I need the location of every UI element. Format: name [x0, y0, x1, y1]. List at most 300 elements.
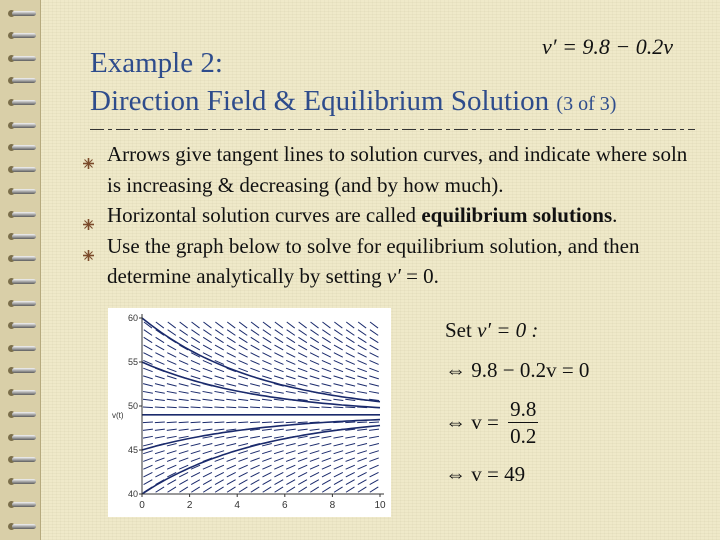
- field-segment: [167, 345, 176, 350]
- field-segment: [144, 480, 153, 485]
- field-segment: [298, 384, 308, 386]
- field-segment: [250, 465, 259, 469]
- binding-ring: [8, 209, 34, 221]
- field-segment: [321, 399, 331, 400]
- field-segment: [357, 422, 367, 423]
- field-segment: [334, 322, 342, 328]
- field-segment: [226, 399, 236, 400]
- field-segment: [143, 422, 153, 423]
- field-segment: [155, 399, 165, 400]
- bullet-text: .: [612, 203, 618, 227]
- field-segment: [322, 376, 332, 379]
- field-segment: [179, 353, 188, 357]
- binding-ring: [8, 320, 34, 332]
- bullet-text: Use the graph below to solve for equilibrium solution, and then determine analytically by setting: [107, 233, 640, 288]
- field-segment: [321, 429, 331, 430]
- corner-equation-text: v′ = 9.8 − 0.2v: [542, 34, 674, 59]
- field-segment: [298, 465, 307, 469]
- field-segment: [226, 384, 236, 386]
- field-segment: [274, 458, 283, 462]
- field-segment: [346, 337, 354, 342]
- field-segment: [215, 330, 223, 336]
- field-segment: [215, 451, 225, 454]
- field-segment: [167, 399, 177, 400]
- field-segment: [155, 429, 165, 430]
- bullet-list: [82, 139, 702, 292]
- math-step-2: [445, 396, 538, 449]
- bullet-item: [82, 200, 702, 231]
- binding-ring: [8, 120, 34, 132]
- binding-ring: [8, 75, 34, 87]
- field-segment: [239, 345, 248, 350]
- field-segment: [274, 407, 284, 408]
- field-segment: [322, 465, 331, 469]
- field-segment: [168, 322, 176, 328]
- field-segment: [191, 384, 201, 386]
- field-segment: [155, 465, 164, 469]
- field-segment: [238, 458, 247, 462]
- field-segment: [191, 399, 201, 400]
- field-segment: [179, 444, 189, 446]
- field-segment: [333, 436, 343, 438]
- field-segment: [239, 322, 247, 328]
- field-segment: [370, 472, 379, 476]
- field-segment: [155, 436, 165, 438]
- field-segment: [321, 407, 331, 408]
- field-segment: [287, 330, 295, 336]
- field-segment: [262, 465, 271, 469]
- field-segment: [215, 465, 224, 469]
- field-segment: [238, 436, 248, 438]
- title-divider: [90, 129, 695, 130]
- field-segment: [358, 360, 367, 364]
- field-segment: [370, 345, 379, 350]
- field-segment: [262, 360, 271, 364]
- field-segment: [238, 399, 248, 400]
- field-segment: [333, 407, 343, 408]
- field-segment: [227, 472, 236, 476]
- binding-ring: [8, 253, 34, 265]
- field-segment: [262, 422, 272, 423]
- binding-ring: [8, 476, 34, 488]
- set-label: Set: [445, 318, 472, 342]
- field-segment: [191, 487, 199, 492]
- field-segment: [143, 353, 152, 357]
- field-segment: [322, 360, 331, 364]
- field-segment: [286, 360, 295, 364]
- field-segment: [263, 487, 271, 492]
- field-segment: [167, 480, 176, 485]
- field-segment: [298, 458, 307, 462]
- math-step-set: [445, 318, 538, 343]
- field-segment: [345, 384, 355, 386]
- field-segment: [310, 429, 320, 430]
- field-segment: [262, 391, 272, 393]
- field-segment: [143, 444, 153, 446]
- field-segment: [369, 384, 379, 386]
- field-segment: [286, 465, 295, 469]
- field-segment: [167, 451, 177, 454]
- field-segment: [299, 322, 307, 328]
- field-segment: [155, 360, 164, 364]
- field-segment: [322, 458, 331, 462]
- field-segment: [310, 487, 318, 492]
- field-segment: [214, 436, 224, 438]
- field-segment: [215, 322, 223, 328]
- field-segment: [215, 444, 225, 446]
- field-segment: [286, 422, 296, 423]
- field-segment: [203, 391, 213, 393]
- field-segment: [334, 384, 344, 386]
- fraction-numerator: 9.8: [510, 397, 537, 421]
- field-segment: [369, 429, 379, 430]
- field-segment: [274, 480, 283, 485]
- field-segment: [179, 472, 188, 476]
- field-segment: [274, 465, 283, 469]
- field-segment: [310, 384, 320, 386]
- bullet-text: = 0.: [400, 264, 439, 288]
- field-segment: [214, 391, 224, 393]
- field-segment: [179, 360, 188, 364]
- field-segment: [286, 376, 296, 379]
- binding-ring: [8, 276, 34, 288]
- field-segment: [275, 330, 283, 336]
- field-segment: [310, 465, 319, 469]
- bullet-text: Arrows give tangent lines to solution curves, and indicate where soln is increasing & decreasing (and by how much).: [107, 142, 688, 197]
- field-segment: [167, 353, 176, 357]
- field-segment: [263, 322, 271, 328]
- field-segment: [191, 480, 200, 485]
- field-segment: [262, 384, 272, 386]
- field-segment: [322, 480, 331, 485]
- field-segment: [167, 465, 176, 469]
- field-segment: [298, 407, 308, 408]
- field-segment: [346, 472, 355, 476]
- field-segment: [203, 376, 213, 379]
- corner-equation: [542, 34, 673, 60]
- field-segment: [143, 376, 153, 379]
- field-segment: [250, 360, 259, 364]
- field-segment: [334, 472, 343, 476]
- field-segment: [167, 429, 177, 430]
- field-segment: [239, 465, 248, 469]
- field-segment: [251, 472, 260, 476]
- bullet-icon: [82, 240, 95, 253]
- bullet-item: [82, 231, 702, 292]
- field-segment: [370, 337, 378, 342]
- field-segment: [179, 391, 189, 393]
- field-segment: [239, 330, 247, 336]
- field-segment: [298, 429, 308, 430]
- field-segment: [250, 458, 259, 462]
- field-segment: [191, 337, 199, 342]
- field-segment: [286, 472, 295, 476]
- field-segment: [215, 368, 224, 372]
- field-segment: [226, 436, 236, 438]
- field-segment: [310, 368, 319, 372]
- field-segment: [155, 422, 165, 423]
- field-segment: [310, 376, 320, 379]
- field-segment: [370, 487, 378, 492]
- binding-ring: [8, 186, 34, 198]
- x-tick-label: 8: [329, 500, 336, 511]
- field-segment: [143, 384, 153, 386]
- bullet-text: v′: [386, 264, 401, 288]
- field-segment: [238, 368, 247, 372]
- field-segment: [144, 345, 153, 350]
- field-segment: [274, 422, 284, 423]
- set-expression: v′ = 0 :: [477, 318, 539, 342]
- field-segment: [251, 322, 259, 328]
- field-segment: [227, 345, 236, 350]
- field-segment: [286, 480, 295, 485]
- field-segment: [227, 458, 236, 462]
- field-segment: [215, 458, 224, 462]
- field-segment: [287, 487, 295, 492]
- field-segment: [310, 330, 318, 336]
- field-segment: [226, 422, 236, 423]
- field-segment: [215, 480, 224, 485]
- field-segment: [167, 458, 176, 462]
- field-segment: [214, 429, 224, 430]
- binding-ring: [8, 521, 34, 533]
- field-segment: [369, 451, 379, 454]
- field-segment: [262, 429, 272, 430]
- field-segment: [251, 480, 260, 485]
- field-segment: [215, 487, 223, 492]
- field-segment: [298, 368, 307, 372]
- field-segment: [167, 384, 177, 386]
- field-segment: [168, 487, 176, 492]
- y-tick-label: 55: [127, 357, 138, 367]
- field-segment: [298, 480, 307, 485]
- field-segment: [239, 353, 248, 357]
- field-segment: [167, 422, 177, 423]
- direction-field-graph: [108, 308, 391, 517]
- field-segment: [155, 391, 165, 393]
- field-segment: [369, 360, 378, 364]
- field-segment: [275, 337, 283, 342]
- field-segment: [179, 429, 189, 430]
- field-segment: [180, 322, 188, 328]
- field-segment: [250, 451, 260, 454]
- field-segment: [143, 472, 152, 476]
- field-segment: [238, 422, 248, 423]
- field-segment: [334, 487, 342, 492]
- field-segment: [310, 436, 320, 438]
- field-segment: [203, 337, 211, 342]
- binding-ring: [8, 142, 34, 154]
- field-segment: [345, 451, 355, 454]
- field-segment: [298, 451, 308, 454]
- field-segment: [322, 337, 330, 342]
- field-segment: [298, 422, 308, 423]
- field-segment: [274, 429, 284, 430]
- field-segment: [346, 368, 355, 372]
- field-segment: [191, 345, 200, 350]
- bullet-text: equilibrium solutions: [421, 203, 613, 227]
- field-segment: [286, 407, 296, 408]
- field-segment: [179, 399, 189, 400]
- field-segment: [167, 436, 177, 438]
- field-segment: [143, 436, 153, 438]
- field-segment: [334, 353, 343, 357]
- binding-ring: [8, 343, 34, 355]
- solution-curve: [142, 362, 380, 408]
- field-segment: [168, 330, 176, 336]
- field-segment: [214, 422, 224, 423]
- field-segment: [179, 480, 188, 485]
- field-segment: [274, 360, 283, 364]
- field-segment: [155, 472, 164, 476]
- notebook-spine: [0, 0, 41, 540]
- fraction-denominator: 0.2: [510, 424, 537, 448]
- field-segment: [179, 407, 189, 408]
- field-segment: [262, 472, 271, 476]
- binding-ring: [8, 409, 34, 421]
- field-segment: [345, 376, 355, 379]
- field-segment: [262, 376, 272, 379]
- field-segment: [179, 458, 188, 462]
- x-tick-label: 2: [186, 500, 193, 511]
- field-segment: [191, 376, 201, 379]
- field-segment: [238, 444, 248, 446]
- field-segment: [203, 472, 212, 476]
- field-segment: [202, 422, 212, 423]
- field-segment: [215, 472, 224, 476]
- field-segment: [334, 360, 343, 364]
- field-segment: [191, 360, 200, 364]
- field-segment: [262, 368, 271, 372]
- field-segment: [322, 487, 330, 492]
- field-segment: [239, 337, 247, 342]
- field-segment: [203, 487, 211, 492]
- field-segment: [345, 407, 355, 408]
- field-segment: [286, 368, 295, 372]
- field-segment: [322, 444, 332, 446]
- field-segment: [346, 465, 355, 469]
- field-segment: [346, 458, 355, 462]
- field-segment: [214, 407, 224, 408]
- y-tick-label: 40: [127, 489, 138, 499]
- field-segment: [298, 376, 308, 379]
- field-segment: [238, 384, 248, 386]
- field-segment: [322, 368, 331, 372]
- field-segment: [250, 399, 260, 400]
- field-segment: [227, 360, 236, 364]
- field-segment: [334, 465, 343, 469]
- field-segment: [155, 458, 164, 462]
- field-segment: [298, 353, 307, 357]
- solution-curve: [142, 426, 380, 495]
- binding-ring: [8, 53, 34, 65]
- field-segment: [369, 444, 379, 446]
- field-segment: [369, 422, 379, 423]
- field-segment: [274, 399, 284, 400]
- field-segment: [203, 330, 211, 336]
- binding-ring: [8, 8, 34, 20]
- field-segment: [286, 429, 296, 430]
- field-segment: [346, 353, 355, 357]
- field-segment: [203, 353, 212, 357]
- field-segment: [250, 384, 260, 386]
- y-tick-label: 45: [127, 445, 138, 455]
- field-segment: [369, 376, 379, 379]
- field-segment: [369, 368, 378, 372]
- step-1-text: ⇔ 9.8 − 0.2v = 0: [445, 358, 590, 382]
- field-segment: [310, 399, 320, 400]
- field-segment: [298, 360, 307, 364]
- field-segment: [358, 353, 367, 357]
- field-segment: [251, 487, 259, 492]
- field-segment: [298, 487, 306, 492]
- binding-ring: [8, 387, 34, 399]
- field-segment: [322, 472, 331, 476]
- field-segment: [345, 399, 355, 400]
- field-segment: [369, 436, 379, 438]
- binding-ring: [8, 499, 34, 511]
- field-segment: [202, 407, 212, 408]
- field-segment: [286, 353, 295, 357]
- field-segment: [274, 444, 284, 446]
- title-part: (3 of 3): [556, 93, 617, 115]
- field-segment: [239, 472, 248, 476]
- field-segment: [180, 330, 188, 336]
- title-main: Direction Field & Equilibrium Solution: [90, 85, 550, 117]
- field-segment: [370, 480, 379, 485]
- field-segment: [274, 436, 284, 438]
- field-segment: [310, 345, 319, 350]
- field-segment: [167, 407, 177, 408]
- field-segment: [156, 322, 164, 328]
- field-segment: [167, 360, 176, 364]
- field-segment: [143, 429, 153, 430]
- field-segment: [310, 353, 319, 357]
- field-segment: [179, 487, 187, 492]
- field-segment: [358, 337, 366, 342]
- field-segment: [263, 330, 271, 336]
- field-segment: [263, 345, 272, 350]
- field-segment: [226, 407, 236, 408]
- field-segment: [333, 399, 343, 400]
- field-segment: [203, 345, 212, 350]
- field-segment: [299, 330, 307, 336]
- field-segment: [334, 444, 344, 446]
- field-segment: [274, 376, 284, 379]
- field-segment: [346, 480, 355, 485]
- field-segment: [191, 368, 200, 372]
- field-segment: [143, 399, 153, 400]
- field-segment: [143, 368, 152, 372]
- field-segment: [239, 360, 248, 364]
- binding-ring: [8, 164, 34, 176]
- field-segment: [191, 458, 200, 462]
- field-segment: [192, 322, 200, 328]
- field-segment: [251, 345, 260, 350]
- field-segment: [274, 368, 283, 372]
- field-segment: [334, 368, 343, 372]
- field-segment: [310, 360, 319, 364]
- field-segment: [262, 436, 272, 438]
- field-segment: [345, 436, 355, 438]
- field-segment: [310, 472, 319, 476]
- field-segment: [250, 422, 260, 423]
- field-segment: [227, 353, 236, 357]
- x-tick-label: 10: [374, 500, 386, 511]
- field-segment: [143, 451, 153, 454]
- field-segment: [286, 451, 296, 454]
- field-segment: [155, 384, 165, 386]
